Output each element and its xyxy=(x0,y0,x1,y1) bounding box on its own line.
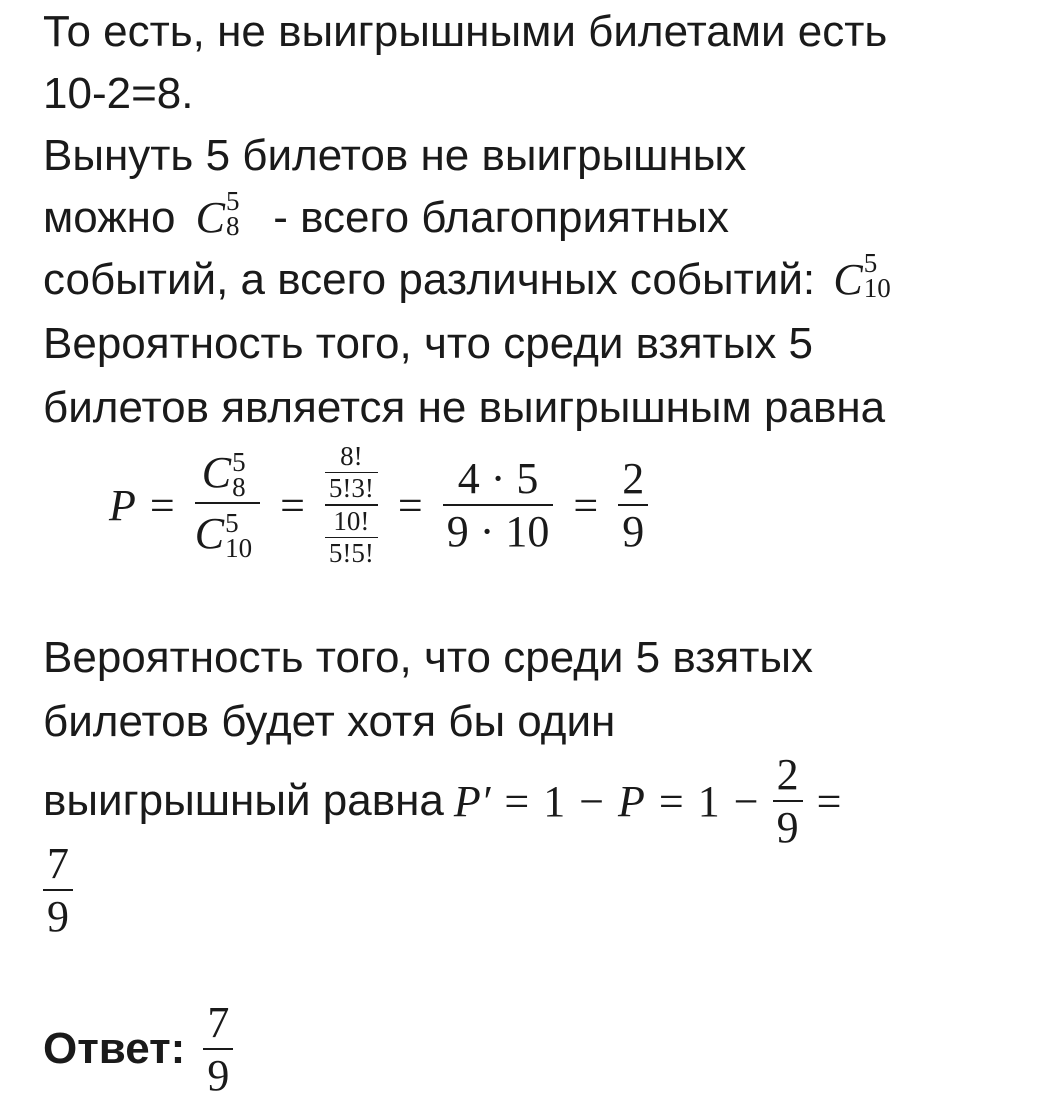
answer-fraction: $\frac{7}{9}$ xyxy=(203,997,233,1101)
text-line-1: То есть, не выигрышными билетами есть xyxy=(43,7,888,56)
equals-sign-2: = xyxy=(280,480,305,530)
text-line-7: билетов является не выигрышным равна xyxy=(43,383,886,432)
text-line-2: 10-2=8. xyxy=(43,69,194,118)
answer-label: Ответ: xyxy=(43,1024,186,1073)
text-line-5 xyxy=(43,248,891,312)
fraction-c8-over-c10: C 5 8 C 5 10 xyxy=(195,447,260,563)
fraction-2-9: $\frac{2}{9}$ xyxy=(618,453,648,557)
text-all-events: событий, а всего различных событий: xyxy=(43,255,816,304)
answer-line xyxy=(43,994,239,1104)
combination-c-8-5: C 5 8 xyxy=(195,186,240,242)
symbol-p-prime: P′ xyxy=(453,776,491,826)
text-line-3: Вынуть 5 билетов не выигрышных xyxy=(43,131,747,180)
text-favorable: - всего благоприятных xyxy=(261,193,729,242)
text-line-8: Вероятность того, что среди 5 взятых xyxy=(43,633,814,682)
fraction-2-9-complement: $\frac{2}{9}$ xyxy=(773,749,803,853)
equals-sign: = xyxy=(149,480,175,530)
fraction-factorials: $\frac{\frac{8!}{5!3!}}{\frac{10!}{5!5!}}$ xyxy=(325,441,378,569)
result-fraction: $\frac{7}{9}$ xyxy=(43,838,73,942)
equals-sign-3: = xyxy=(397,480,423,530)
equals-sign-4: = xyxy=(573,480,599,530)
complement-formula: выигрышный равна P′ = 1 − P = 1 − $\frac{2}{9}$ = xyxy=(43,750,842,852)
text-win-equals: выигрышный равна xyxy=(43,776,444,825)
combination-c-10-5: C 5 10 xyxy=(833,248,891,304)
text-can: можно xyxy=(43,193,176,242)
text-line-9: билетов будет хотя бы один xyxy=(43,697,616,746)
text-line-4 xyxy=(43,186,729,250)
symbol-p: P xyxy=(109,480,136,530)
text-line-6: Вероятность того, что среди взятых 5 xyxy=(43,319,814,368)
fraction-20-over-90: $\frac{4 \cdot 5}{9 \cdot 10}$ xyxy=(443,453,554,557)
probability-formula xyxy=(109,440,654,570)
